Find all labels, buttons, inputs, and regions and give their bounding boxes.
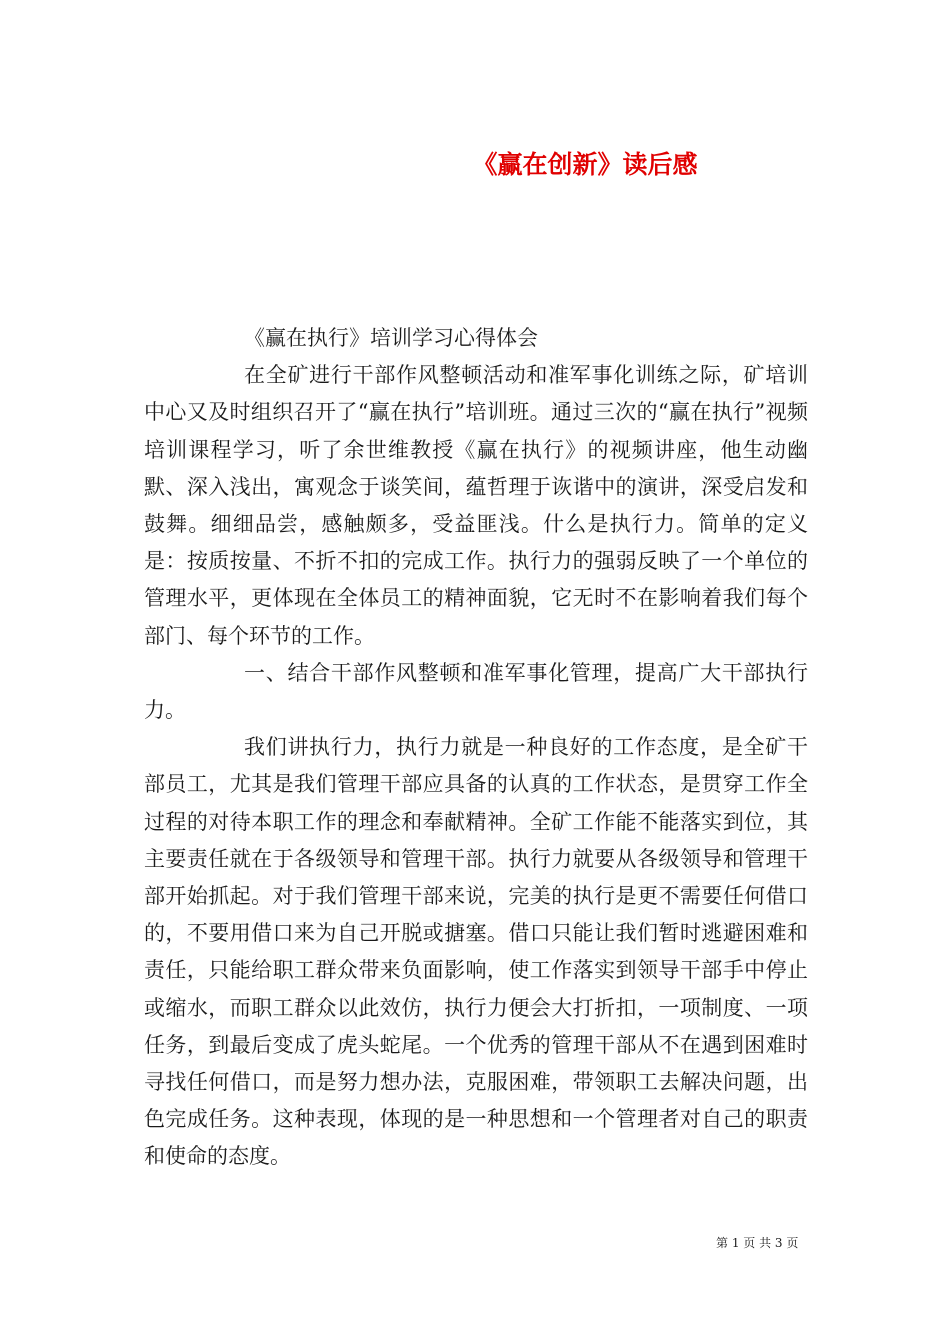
page-number-footer: 第 1 页 共 3 页 [716,1236,799,1250]
paragraph-intro: 在全矿进行干部作风整顿活动和准军事化训练之际，矿培训中心又及时组织召开了“赢在执行”培训班。通过三次的“赢在执行”视频培训课程学习，听了余世维教授《赢在执行》的视频讲座，他生动幽默、深入浅出，寓观念于谈笑间，蕴哲理于诙谐中的演讲，深受启发和鼓舞。细细品尝，感触颇多，受益匪浅。什么是执行力。简单的定义是：按质按量、不折不扣的完成工作。执行力的强弱反映了一个单位的管理水平，更体现在全体员工的精神面貌，它无时不在影响着我们每个部门、每个环节的工作。 [144,363,808,648]
document-subtitle: 《赢在执行》培训学习心得体会 [244,326,538,350]
section-heading-1: 一、结合干部作风整顿和准军事化管理，提高广大干部执行力。 [144,660,808,723]
document-title: 《赢在创新》读后感 [472,149,698,179]
document-body [144,320,808,1176]
paragraph-section-1: 我们讲执行力，执行力就是一种良好的工作态度，是全矿干部员工，尤其是我们管理干部应具备的认真的工作状态，是贯穿工作全过程的对待本职工作的理念和奉献精神。全矿工作能不能落实到位，其主要责任就在于各级领导和管理干部。执行力就要从各级领导和管理干部开始抓起。对于我们管理干部来说，完美的执行是更不需要任何借口的，不要用借口来为自己开脱或搪塞。借口只能让我们暂时逃避困难和责任，只能给职工群众带来负面影响，使工作落实到领导干部手中停止或缩水，而职工群众以此效仿，执行力便会大打折扣，一项制度、一项任务，到最后变成了虎头蛇尾。一个优秀的管理干部从不在遇到困难时寻找任何借口，而是努力想办法，克服困难，带领职工去解决问题，出色完成任务。这种表现，体现的是一种思想和一个管理者对自己的职责和使命的态度。 [144,735,808,1169]
